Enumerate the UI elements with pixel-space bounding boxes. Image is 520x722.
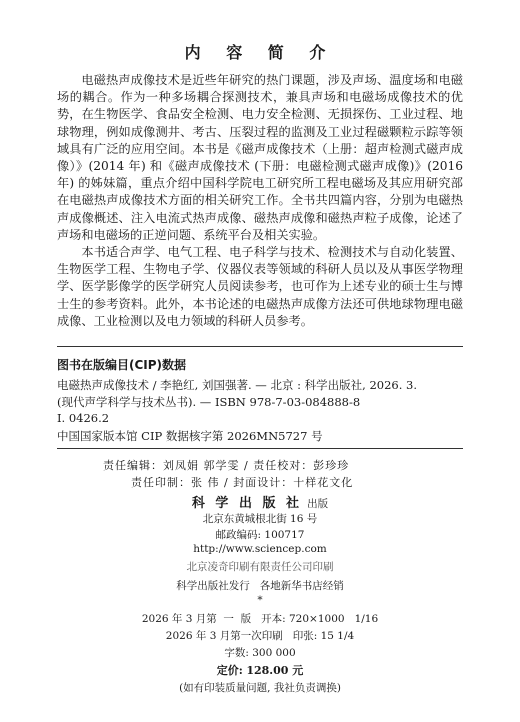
publisher-address: 北京东黄城根北街 16 号 — [202, 513, 318, 525]
distribution-info: 科学出版社发行 各地新华书店经销 — [176, 580, 344, 592]
publisher-block — [0, 492, 520, 511]
page-title: 内 容 简 介 — [184, 43, 336, 62]
bottom-divider — [57, 448, 463, 449]
edition-line: 2026 年 3 月第 一 版 开本: 720×1000 1/16 — [141, 613, 379, 625]
cip-heading: 图书在版编目(CIP)数据 — [57, 358, 187, 372]
price-value: 128.00 元 — [246, 664, 304, 677]
publisher-postcode: 邮政编码: 100717 — [215, 529, 305, 541]
cip-line: (现代声学科学与技术丛书). — ISBN 978-7-03-084888-8 — [57, 395, 361, 409]
intro-paragraph: 本书适合声学、电气工程、电子科学与技术、检测技术与自动化装置、生物医学工程、生物电子学、仪器仪表等领域的科研人员以及从事医学物理学、医学影像学的医学研究人员阅读参考，也可作为上述专业的硕士生与博士生的参考资料。此外，本书论述的电磁热声成像方法还可供地球物理电磁成像、工业检测以及电力领域的科研人员参考。 — [57, 245, 463, 328]
cip-line: 中国国家版本馆 CIP 数据核字第 2026MN5727 号 — [57, 429, 323, 443]
price-line — [0, 662, 520, 678]
separator-star: * — [257, 594, 263, 606]
printer-info: 北京凌奇印刷有限责任公司印刷 — [186, 561, 334, 573]
editor-credits: 责任编辑：刘凤娟 郭学雯 / 责任校对：彭珍珍 — [103, 459, 350, 472]
publisher-name: 科 学 出 版 社 — [191, 496, 302, 511]
cip-line: 电磁热声成像技术 / 李艳红, 刘国强著. — 北京 : 科学出版社, 2026. 3. — [57, 378, 418, 392]
publisher-suffix: 出版 — [307, 498, 329, 510]
intro-paragraph: 电磁热声成像技术是近些年研究的热门课题，涉及声场、温度场和电磁场的耦合。作为一种多场耦合探测技术，兼具声场和电磁场成像技术的优势，在生物医学、食品安全检测、电力安全检测、无损探伤、工业过程、地球物理，例如成像测井、考古、压裂过程的监测及工业过程磁颗粒示踪等领域具有广泛的应用空间。本书是《磁声成像技术（上册：超声检测式磁声成像）》(2014 年) 和《磁声成像技术 (下册：电磁检测式磁声成像)》(2016 年) 的姊妹篇，重点介绍中国科学院电工研究所工程电磁场及其应用研究部在电磁热声成像技术方面的相关研究工作。全书共四篇内容，分别为电磁热声成像概述、注入电流式热声成像、磁热声成像和磁热声粒子成像，论述了声场和电磁场的正逆问题、系统平台及相关实验。 — [57, 73, 463, 242]
quality-note: (如有印装质量问题, 我社负责调换) — [179, 682, 341, 694]
publisher-website: http://www.sciencep.com — [193, 543, 327, 555]
cip-line: Ⅰ. 0426.2 — [57, 411, 110, 425]
word-count: 字数: 300 000 — [224, 647, 296, 659]
printing-line: 2026 年 3 月第一次印刷 印张: 15 1/4 — [165, 630, 355, 642]
price-label: 定价: — [216, 664, 243, 677]
production-credits: 责任印制：张 伟 / 封面设计：十样花文化 — [131, 476, 354, 489]
intro-body — [57, 72, 463, 330]
top-divider — [57, 346, 463, 347]
